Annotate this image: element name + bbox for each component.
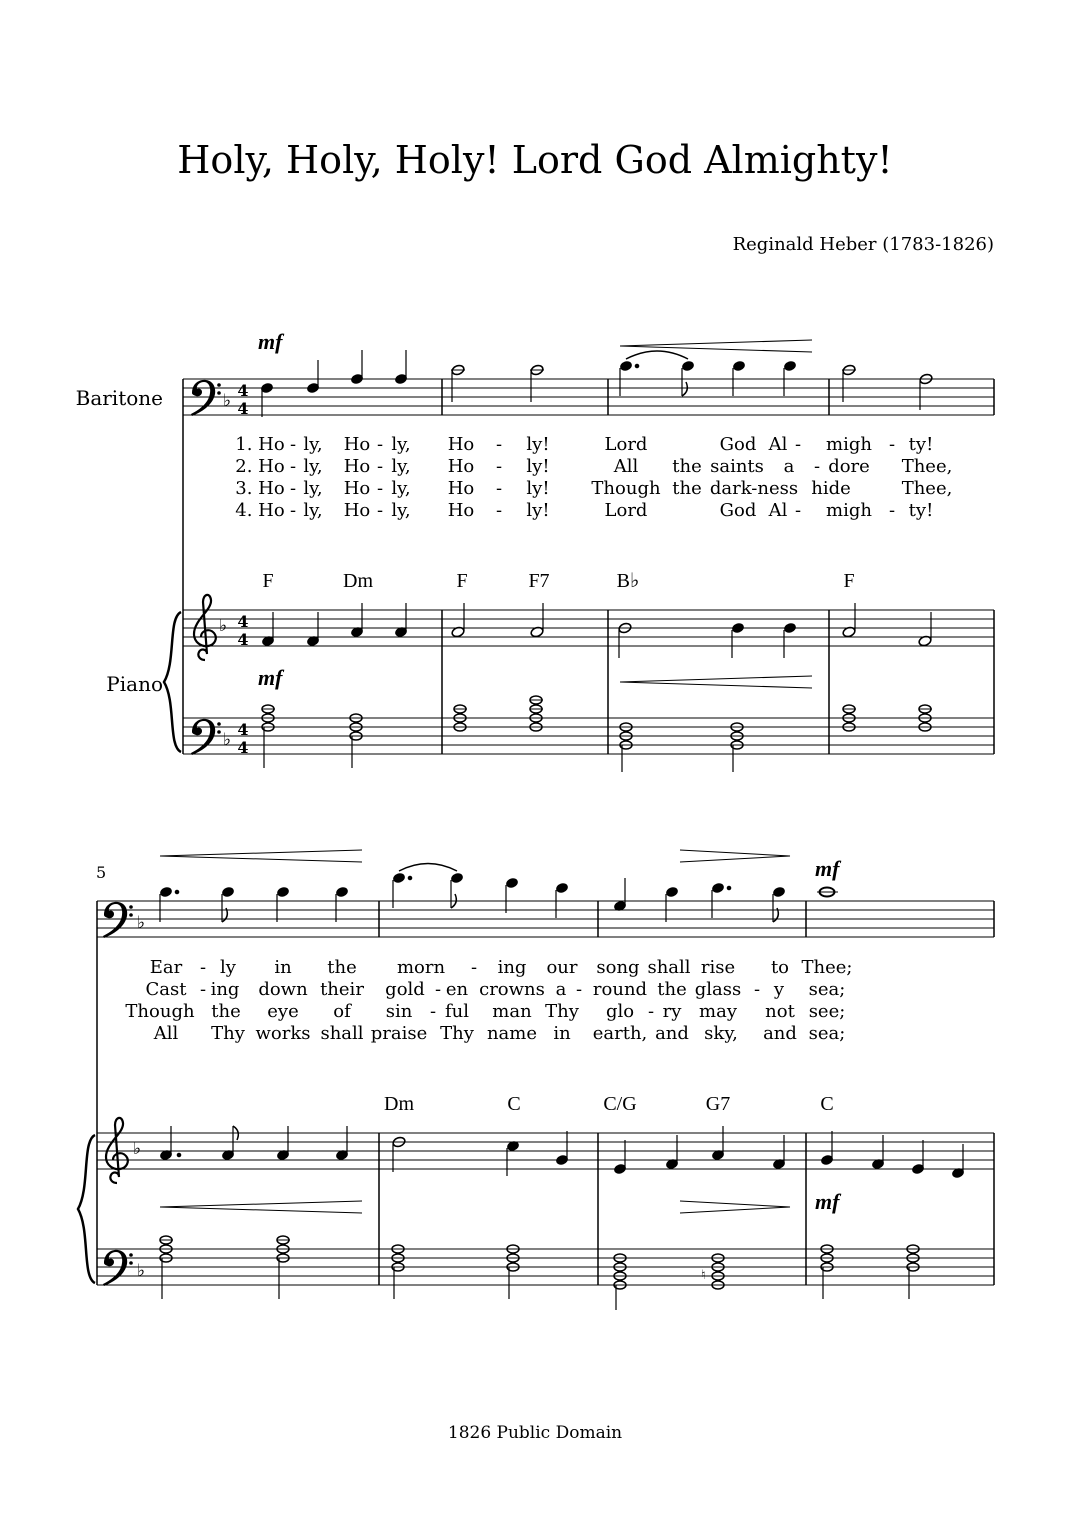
copyright-footer: 1826 Public Domain — [447, 1423, 623, 1443]
chord-symbol: F — [262, 570, 274, 592]
lyric-syllable: a — [555, 979, 567, 1000]
piano-bass-chords-2 — [160, 1236, 919, 1310]
lyric-syllable: - — [376, 456, 384, 477]
chord — [620, 723, 632, 772]
treble-clef-icon — [194, 595, 216, 660]
lyric-syllable: - — [794, 434, 802, 455]
lyric-syllable: All — [613, 456, 639, 477]
lyric-syllable: ty! — [908, 434, 934, 455]
lyric-syllable: sea; — [808, 1023, 846, 1044]
lyric-syllable: - — [495, 478, 503, 499]
lyric-syllable: Though — [591, 478, 661, 499]
svg-text:4: 4 — [237, 630, 249, 649]
lyric-syllable: man — [492, 1001, 532, 1022]
lyric-syllable: Ho — [447, 456, 475, 477]
lyric-syllable: sky, — [704, 1023, 738, 1044]
piano-treble-notes-2 — [159, 1126, 964, 1179]
lyric-syllable: Ho — [447, 478, 475, 499]
lyric-verse-3 — [235, 478, 952, 499]
instrument-label-piano: Piano — [106, 672, 163, 696]
lyric-syllable: - — [429, 1001, 437, 1022]
lyric-syllable: of — [333, 1001, 351, 1022]
lyric-syllable: ty! — [908, 500, 934, 521]
bass-clef-icon — [103, 1250, 133, 1286]
lyrics-system-1 — [235, 434, 952, 521]
lyric-syllable: - — [199, 979, 207, 1000]
lyric-syllable: see; — [808, 1001, 846, 1022]
piano-treble-staff-1 — [183, 610, 994, 754]
lyric-syllable: Ear — [149, 957, 183, 978]
key-signature-flat: ♭ — [133, 1139, 142, 1159]
chord — [350, 714, 362, 768]
lyric-syllable: and — [655, 1023, 689, 1044]
lyric-syllable: the — [327, 957, 357, 978]
lyric-syllable: their — [320, 979, 364, 1000]
lyric-syllable: Though — [125, 1001, 195, 1022]
lyric-syllable: - — [289, 456, 297, 477]
lyric-syllable: crowns — [479, 979, 545, 1000]
chord — [731, 723, 743, 772]
lyric-syllable: Ho — [343, 456, 371, 477]
svg-text:4: 4 — [237, 399, 249, 418]
system-2 — [78, 850, 994, 1310]
chord-symbols-1 — [262, 570, 854, 592]
lyric-syllable: glass — [694, 979, 742, 1000]
chord-symbol: C — [507, 1093, 521, 1115]
composer-credit: Reginald Heber (1783-1826) — [732, 234, 994, 255]
chord — [530, 696, 543, 731]
lyric-syllable: sin — [385, 1001, 413, 1022]
lyric-syllable: ly! — [526, 500, 550, 521]
lyric-syllable: works — [255, 1023, 311, 1044]
lyric-syllable: ly, — [303, 500, 323, 521]
lyric-syllable: ly — [220, 957, 236, 978]
lyric-syllable: the — [672, 456, 702, 477]
lyric-syllable: - — [289, 500, 297, 521]
lyric-syllable: ly! — [526, 434, 550, 455]
lyric-syllable: Ho — [447, 500, 475, 521]
lyric-syllable: Thy — [545, 1001, 579, 1022]
chord-symbol: F7 — [528, 570, 550, 592]
lyric-syllable: - — [888, 500, 896, 521]
lyrics-system-2 — [125, 957, 852, 1044]
instrument-label-baritone: Baritone — [75, 386, 163, 410]
lyric-syllable: the — [211, 1001, 241, 1022]
lyric-syllable: rise — [700, 957, 736, 978]
bass-clef-icon — [103, 902, 133, 938]
lyric-syllable: name — [486, 1023, 538, 1044]
chord-symbol: F — [456, 570, 468, 592]
lyric-syllable: dark-ness — [709, 478, 799, 499]
lyric-syllable: to — [770, 957, 790, 978]
lyric-syllable: Thee; — [801, 957, 853, 978]
lyric-syllable: Thy — [211, 1023, 245, 1044]
lyric-syllable: - — [376, 500, 384, 521]
time-signature — [237, 381, 248, 418]
lyric-verse-1 — [150, 957, 853, 978]
lyric-syllable: ly, — [391, 500, 411, 521]
measure-number: 5 — [96, 863, 107, 882]
lyric-syllable: Lord — [604, 500, 648, 521]
chord-symbol: C/G — [603, 1093, 637, 1115]
svg-text:4: 4 — [237, 381, 249, 400]
piano-bass-staff-1 — [183, 718, 994, 754]
lyric-syllable: Ho — [343, 478, 371, 499]
page-title: Holy, Holy, Holy! Lord God Almighty! — [177, 138, 893, 182]
hairpin-crescendo — [620, 676, 812, 688]
lyric-syllable: may — [699, 1001, 737, 1022]
lyric-syllable: Ho — [343, 500, 371, 521]
svg-text:4: 4 — [237, 738, 249, 757]
lyric-syllable: Thee, — [901, 456, 953, 477]
lyric-syllable: Lord — [604, 434, 648, 455]
hairpin-decrescendo — [680, 1201, 790, 1213]
piano-treble-notes-1 — [261, 603, 932, 658]
lyric-syllable: - — [376, 478, 384, 499]
chord-symbol: B♭ — [616, 570, 640, 592]
lyric-syllable: down — [258, 979, 308, 1000]
lyric-syllable: God — [719, 434, 757, 455]
lyric-syllable: a — [783, 456, 795, 477]
lyric-syllable: ly, — [303, 478, 323, 499]
lyric-syllable: in — [553, 1023, 571, 1044]
lyric-syllable: round — [592, 979, 648, 1000]
chord-symbol: C — [820, 1093, 834, 1115]
lyric-syllable: our — [546, 957, 578, 978]
lyric-syllable: ly! — [526, 478, 550, 499]
lyric-syllable: - — [495, 456, 503, 477]
chord-symbols-2 — [384, 1093, 834, 1115]
hairpin-crescendo — [160, 1201, 362, 1213]
lyric-syllable: 2. Ho — [235, 456, 285, 477]
lyric-syllable: - — [495, 434, 503, 455]
svg-text:4: 4 — [237, 612, 249, 631]
chord-symbol: F — [843, 570, 855, 592]
lyric-syllable: shall — [647, 957, 691, 978]
lyric-syllable: - — [647, 1001, 655, 1022]
lyric-syllable: migh — [826, 500, 872, 521]
lyric-syllable: God — [719, 500, 757, 521]
lyric-syllable: - — [434, 979, 442, 1000]
chord-symbol: G7 — [705, 1093, 731, 1115]
lyric-syllable: the — [657, 979, 687, 1000]
lyric-syllable: - — [495, 500, 503, 521]
time-signature — [237, 612, 248, 649]
baritone-staff-2 — [97, 901, 994, 937]
lyric-syllable: saints — [710, 456, 764, 477]
system-1 — [164, 329, 994, 772]
lyric-syllable: ful — [444, 1001, 470, 1022]
key-signature-flat: ♭ — [219, 616, 228, 636]
lyric-syllable: - — [470, 957, 478, 978]
lyric-syllable: - — [813, 456, 821, 477]
lyric-syllable: and — [763, 1023, 797, 1044]
lyric-syllable: ly, — [391, 456, 411, 477]
lyric-syllable: Al — [768, 434, 788, 455]
chord-symbol: Dm — [384, 1093, 414, 1115]
lyric-syllable: in — [274, 957, 292, 978]
lyric-syllable: ly, — [303, 456, 323, 477]
chord — [821, 1245, 833, 1299]
baritone-notes-2 — [159, 864, 838, 923]
dynamic-mf: mf — [815, 856, 840, 881]
lyric-syllable: 1. Ho — [235, 434, 285, 455]
lyric-syllable: Ho — [447, 434, 475, 455]
piano-bass-staff-2 — [97, 1249, 994, 1285]
lyric-syllable: ly, — [303, 434, 323, 455]
treble-clef-icon — [106, 1118, 128, 1183]
time-signature — [237, 720, 248, 757]
lyric-syllable: gold — [385, 979, 425, 1000]
lyric-syllable: ing — [210, 979, 240, 1000]
lyric-syllable: Cast — [145, 979, 187, 1000]
dynamic-mf: mf — [815, 1189, 840, 1214]
key-signature-flat: ♭ — [137, 913, 146, 933]
dynamic-mf: mf — [258, 329, 283, 354]
lyric-syllable: - — [753, 979, 761, 1000]
lyric-syllable: 3. Ho — [235, 478, 285, 499]
lyric-verse-1 — [235, 434, 933, 455]
lyric-syllable: morn — [396, 957, 446, 978]
lyric-syllable: song — [596, 957, 640, 978]
lyric-syllable: ry — [662, 1001, 682, 1022]
lyric-syllable: Al — [768, 500, 788, 521]
lyric-syllable: sea; — [808, 979, 846, 1000]
key-signature-flat: ♭ — [223, 730, 232, 750]
chord — [907, 1245, 919, 1299]
piano-brace — [78, 1135, 95, 1283]
bass-clef-icon — [191, 719, 221, 755]
lyric-syllable: ly, — [391, 478, 411, 499]
natural-sign-icon: ♮ — [701, 1268, 706, 1283]
piano-bass-chords-1 — [262, 696, 932, 772]
hairpin-crescendo — [160, 850, 362, 862]
lyric-syllable: - — [376, 434, 384, 455]
lyric-syllable: not — [765, 1001, 795, 1022]
lyric-syllable: y — [773, 979, 785, 1000]
lyric-syllable: migh — [826, 434, 872, 455]
lyric-syllable: - — [289, 478, 297, 499]
lyric-syllable: 4. Ho — [235, 500, 285, 521]
baritone-notes-1 — [260, 350, 933, 417]
lyric-syllable: - — [289, 434, 297, 455]
svg-text:4: 4 — [237, 720, 249, 739]
chord — [614, 1254, 626, 1310]
lyric-syllable: - — [794, 500, 802, 521]
lyric-verse-2 — [235, 456, 952, 477]
bass-clef-icon — [191, 380, 221, 416]
lyric-syllable: Thee, — [901, 478, 953, 499]
chord-symbol: Dm — [343, 570, 373, 592]
hairpin-crescendo — [620, 340, 812, 352]
baritone-staff-1 — [183, 379, 994, 415]
lyric-syllable: en — [445, 979, 469, 1000]
lyric-syllable: - — [888, 434, 896, 455]
key-signature-flat: ♭ — [223, 391, 232, 411]
lyric-syllable: eye — [267, 1001, 299, 1022]
lyric-verse-3 — [125, 1001, 845, 1022]
lyric-verse-2 — [146, 979, 846, 1000]
lyric-syllable: glo — [605, 1001, 635, 1022]
lyric-syllable: - — [575, 979, 583, 1000]
lyric-syllable: ing — [497, 957, 527, 978]
lyric-syllable: Ho — [343, 434, 371, 455]
lyric-verse-4 — [153, 1023, 846, 1044]
lyric-syllable: ly, — [391, 434, 411, 455]
lyric-syllable: All — [153, 1023, 179, 1044]
chord — [712, 1254, 724, 1289]
dynamic-mf: mf — [258, 665, 283, 690]
lyric-syllable: hide — [811, 478, 851, 499]
lyric-syllable: ly! — [526, 456, 550, 477]
hairpin-decrescendo — [680, 850, 790, 862]
piano-brace — [164, 612, 181, 752]
lyric-syllable: praise — [370, 1023, 428, 1044]
lyric-syllable: dore — [828, 456, 870, 477]
key-signature-flat: ♭ — [137, 1261, 146, 1281]
lyric-syllable: earth, — [592, 1023, 648, 1044]
lyric-syllable: shall — [320, 1023, 364, 1044]
lyric-syllable: the — [672, 478, 702, 499]
lyric-syllable: Thy — [440, 1023, 474, 1044]
chord — [392, 1245, 404, 1299]
lyric-verse-4 — [235, 500, 933, 521]
chord — [507, 1245, 519, 1299]
lyric-syllable: - — [199, 957, 207, 978]
